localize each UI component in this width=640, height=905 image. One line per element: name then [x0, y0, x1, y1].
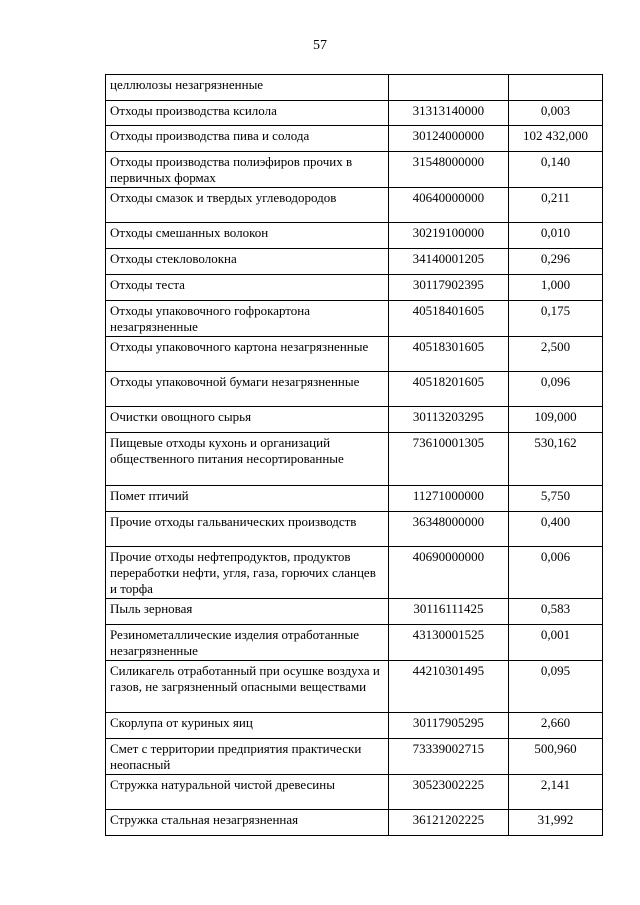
table-row: [106, 433, 603, 486]
waste-name-cell: Помет птичий: [106, 486, 389, 512]
table-row: [106, 486, 603, 512]
waste-code-cell: 44210301495: [388, 661, 508, 713]
waste-value-cell: 31,992: [509, 810, 603, 836]
waste-name-cell: Стружка стальная незагрязненная: [106, 810, 389, 836]
table-row: [106, 599, 603, 625]
waste-value-cell: 2,660: [509, 713, 603, 739]
table-row: [106, 301, 603, 337]
waste-name-cell: Стружка натуральной чистой древесины: [106, 775, 389, 810]
waste-name-cell: Скорлупа от куриных яиц: [106, 713, 389, 739]
table-row: [106, 152, 603, 188]
waste-name-cell: Отходы упаковочного картона незагрязненные: [106, 337, 389, 372]
waste-value-cell: 0,140: [509, 152, 603, 188]
waste-code-cell: 30116111425: [388, 599, 508, 625]
waste-value-cell: 5,750: [509, 486, 603, 512]
table-row: [106, 810, 603, 836]
waste-value-cell: 0,003: [509, 101, 603, 126]
table-row: [106, 547, 603, 599]
waste-value-cell: 500,960: [509, 739, 603, 775]
waste-name-cell: Отходы теста: [106, 275, 389, 301]
waste-code-cell: 36121202225: [388, 810, 508, 836]
waste-table: [105, 74, 603, 836]
table-row: [106, 188, 603, 223]
waste-code-cell: 40518201605: [388, 372, 508, 407]
table-row: [106, 512, 603, 547]
waste-value-cell: 0,010: [509, 223, 603, 249]
table-row: [106, 337, 603, 372]
table-row: [106, 372, 603, 407]
waste-value-cell: 1,000: [509, 275, 603, 301]
page-number: 57: [313, 38, 327, 53]
waste-name-cell: Отходы упаковочного гофрокартона незагрязненные: [106, 301, 389, 337]
waste-value-cell: 530,162: [509, 433, 603, 486]
waste-code-cell: 40690000000: [388, 547, 508, 599]
waste-value-cell: 2,141: [509, 775, 603, 810]
waste-name-cell: Отходы производства полиэфиров прочих в первичных формах: [106, 152, 389, 188]
table-row: [106, 101, 603, 126]
waste-code-cell: 30523002225: [388, 775, 508, 810]
table-row: [106, 775, 603, 810]
waste-code-cell: 73610001305: [388, 433, 508, 486]
table-row: [106, 223, 603, 249]
waste-name-cell: Отходы стекловолокна: [106, 249, 389, 275]
table-row: [106, 625, 603, 661]
waste-value-cell: 0,583: [509, 599, 603, 625]
waste-value-cell: [509, 75, 603, 101]
waste-name-cell: Отходы производства ксилола: [106, 101, 389, 126]
waste-code-cell: 34140001205: [388, 249, 508, 275]
table-row: [106, 407, 603, 433]
waste-name-cell: Очистки овощного сырья: [106, 407, 389, 433]
waste-code-cell: 40640000000: [388, 188, 508, 223]
waste-value-cell: 109,000: [509, 407, 603, 433]
waste-name-cell: Отходы производства пива и солода: [106, 126, 389, 152]
waste-name-cell: Отходы упаковочной бумаги незагрязненные: [106, 372, 389, 407]
waste-code-cell: 40518301605: [388, 337, 508, 372]
waste-value-cell: 0,211: [509, 188, 603, 223]
waste-code-cell: [388, 75, 508, 101]
waste-code-cell: 31313140000: [388, 101, 508, 126]
waste-name-cell: Прочие отходы гальванических производств: [106, 512, 389, 547]
waste-name-cell: Пыль зерновая: [106, 599, 389, 625]
waste-table-body: [106, 75, 603, 836]
waste-name-cell: Отходы смазок и твердых углеводородов: [106, 188, 389, 223]
waste-code-cell: 30219100000: [388, 223, 508, 249]
waste-code-cell: 36348000000: [388, 512, 508, 547]
waste-code-cell: 30113203295: [388, 407, 508, 433]
waste-value-cell: 2,500: [509, 337, 603, 372]
waste-name-cell: Смет с территории предприятия практически неопасный: [106, 739, 389, 775]
waste-value-cell: 102 432,000: [509, 126, 603, 152]
waste-code-cell: 30117905295: [388, 713, 508, 739]
waste-code-cell: 11271000000: [388, 486, 508, 512]
waste-code-cell: 73339002715: [388, 739, 508, 775]
table-row: [106, 249, 603, 275]
table-row: [106, 275, 603, 301]
table-row: [106, 713, 603, 739]
table-row: [106, 661, 603, 713]
waste-code-cell: 30124000000: [388, 126, 508, 152]
waste-name-cell: целлюлозы незагрязненные: [106, 75, 389, 101]
waste-value-cell: 0,400: [509, 512, 603, 547]
waste-code-cell: 31548000000: [388, 152, 508, 188]
waste-name-cell: Силикагель отработанный при осушке воздуха и газов, не загрязненный опасными веществами: [106, 661, 389, 713]
waste-name-cell: Пищевые отходы кухонь и организаций общественного питания несортированные: [106, 433, 389, 486]
waste-value-cell: 0,296: [509, 249, 603, 275]
waste-value-cell: 0,096: [509, 372, 603, 407]
waste-name-cell: Отходы смешанных волокон: [106, 223, 389, 249]
table-row: [106, 739, 603, 775]
waste-name-cell: Резинометаллические изделия отработанные незагрязненные: [106, 625, 389, 661]
waste-value-cell: 0,001: [509, 625, 603, 661]
waste-value-cell: 0,095: [509, 661, 603, 713]
table-row: [106, 126, 603, 152]
table-row: [106, 75, 603, 101]
waste-value-cell: 0,175: [509, 301, 603, 337]
waste-name-cell: Прочие отходы нефтепродуктов, продуктов переработки нефти, угля, газа, горючих сланцев и торфа: [106, 547, 389, 599]
waste-code-cell: 30117902395: [388, 275, 508, 301]
waste-code-cell: 40518401605: [388, 301, 508, 337]
waste-code-cell: 43130001525: [388, 625, 508, 661]
waste-value-cell: 0,006: [509, 547, 603, 599]
